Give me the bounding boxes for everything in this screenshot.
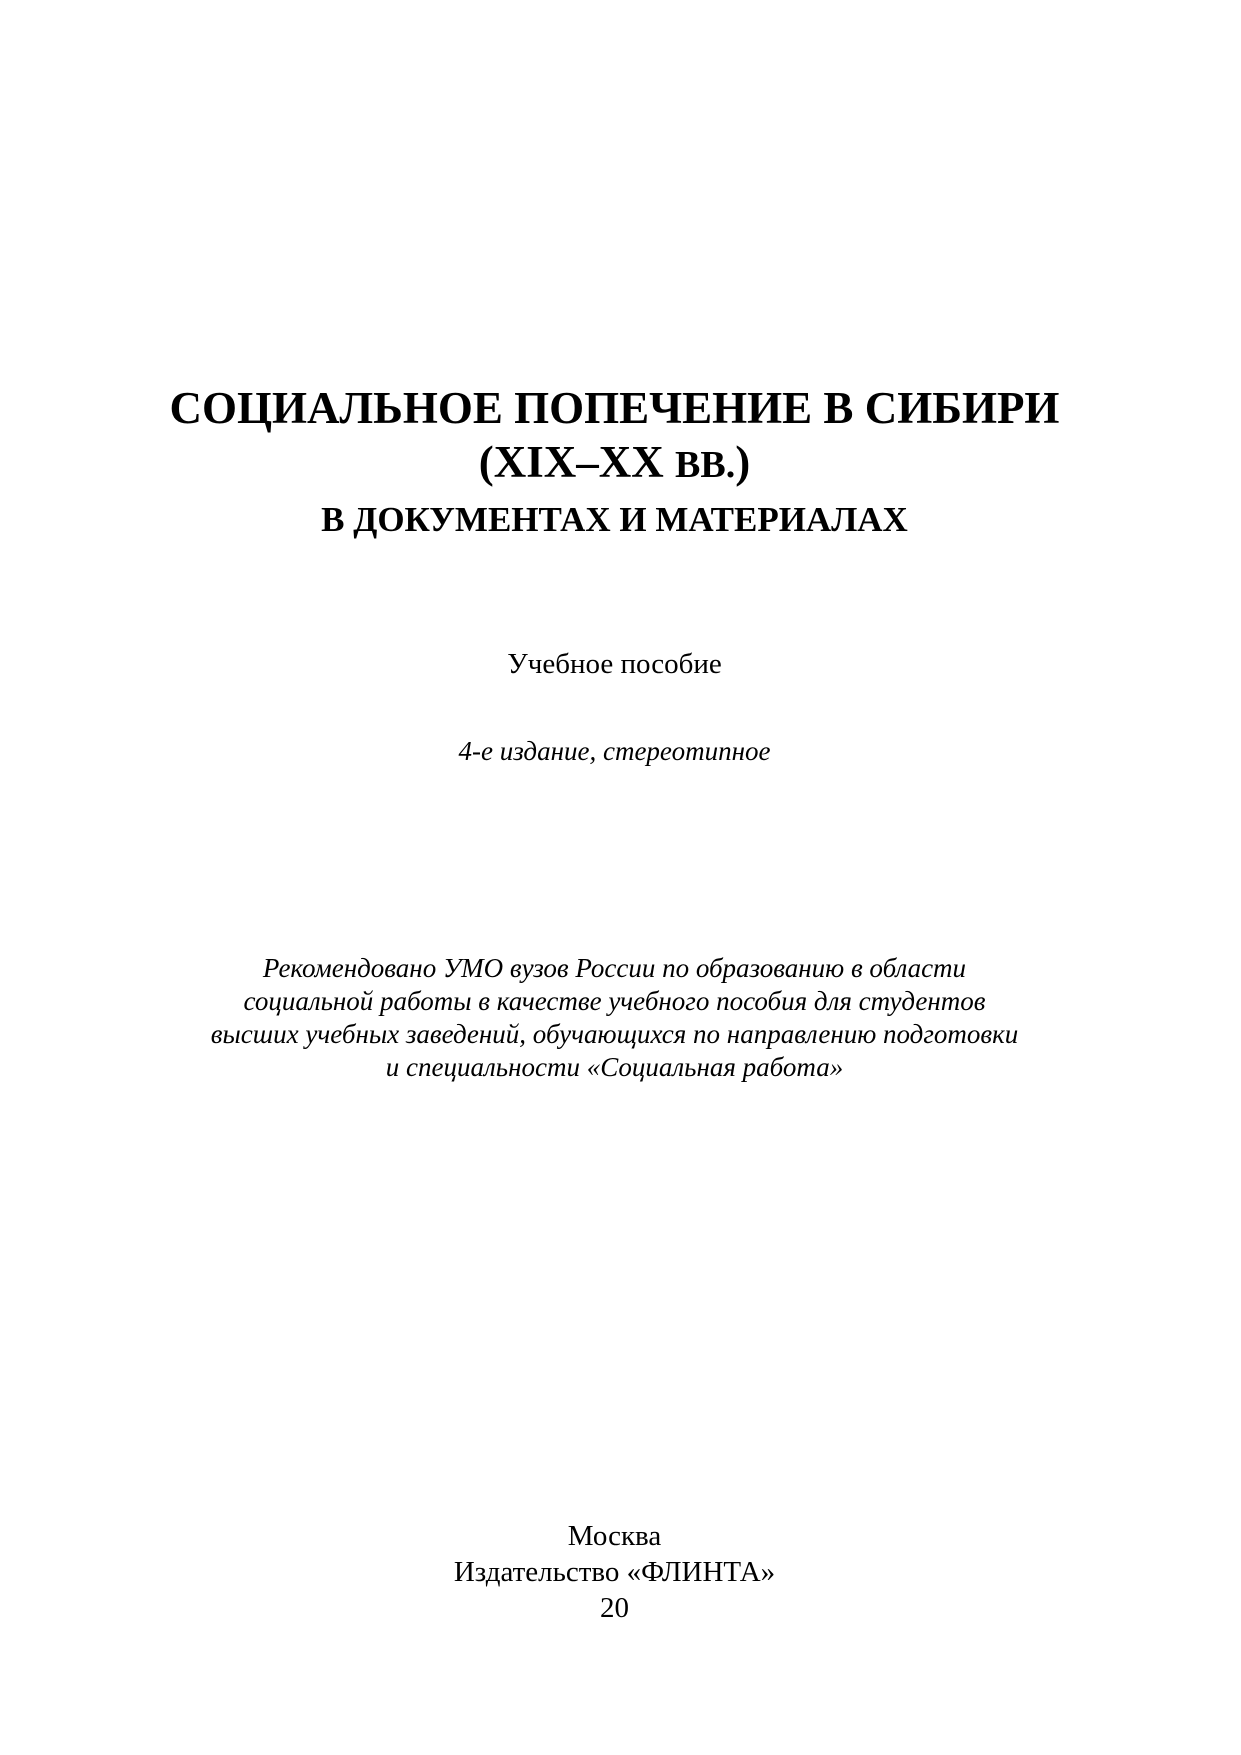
imprint-year: 20 [600,1592,629,1624]
edition-note: 4-е издание, стереотипное [458,736,771,766]
recommendation-line: социальной работы в качестве учебного пособия для студентов [243,986,986,1016]
book-title-years [0,436,1235,488]
imprint-city: Москва [567,1520,662,1552]
document-type: Учебное пособие [507,648,722,680]
recommendation-line: высших учебных заведений, обучающихся по направлению подготовки [210,1019,1019,1049]
recommendation-line: Рекомендовано УМО вузов России по образованию в области [262,953,967,983]
years-abbr: ВВ. [675,444,736,486]
book-title: СОЦИАЛЬНОЕ ПОПЕЧЕНИЕ В СИБИРИ [169,383,1060,433]
years-close: ) [735,437,751,487]
recommendation-block [0,952,1235,1084]
book-subtitle: В ДОКУМЕНТАХ И МАТЕРИАЛАХ [321,500,908,539]
recommendation-line: и специальности «Социальная работа» [385,1052,844,1082]
years-open: (XIX–XX [478,437,676,487]
imprint-publisher: Издательство «ФЛИНТА» [453,1556,776,1588]
